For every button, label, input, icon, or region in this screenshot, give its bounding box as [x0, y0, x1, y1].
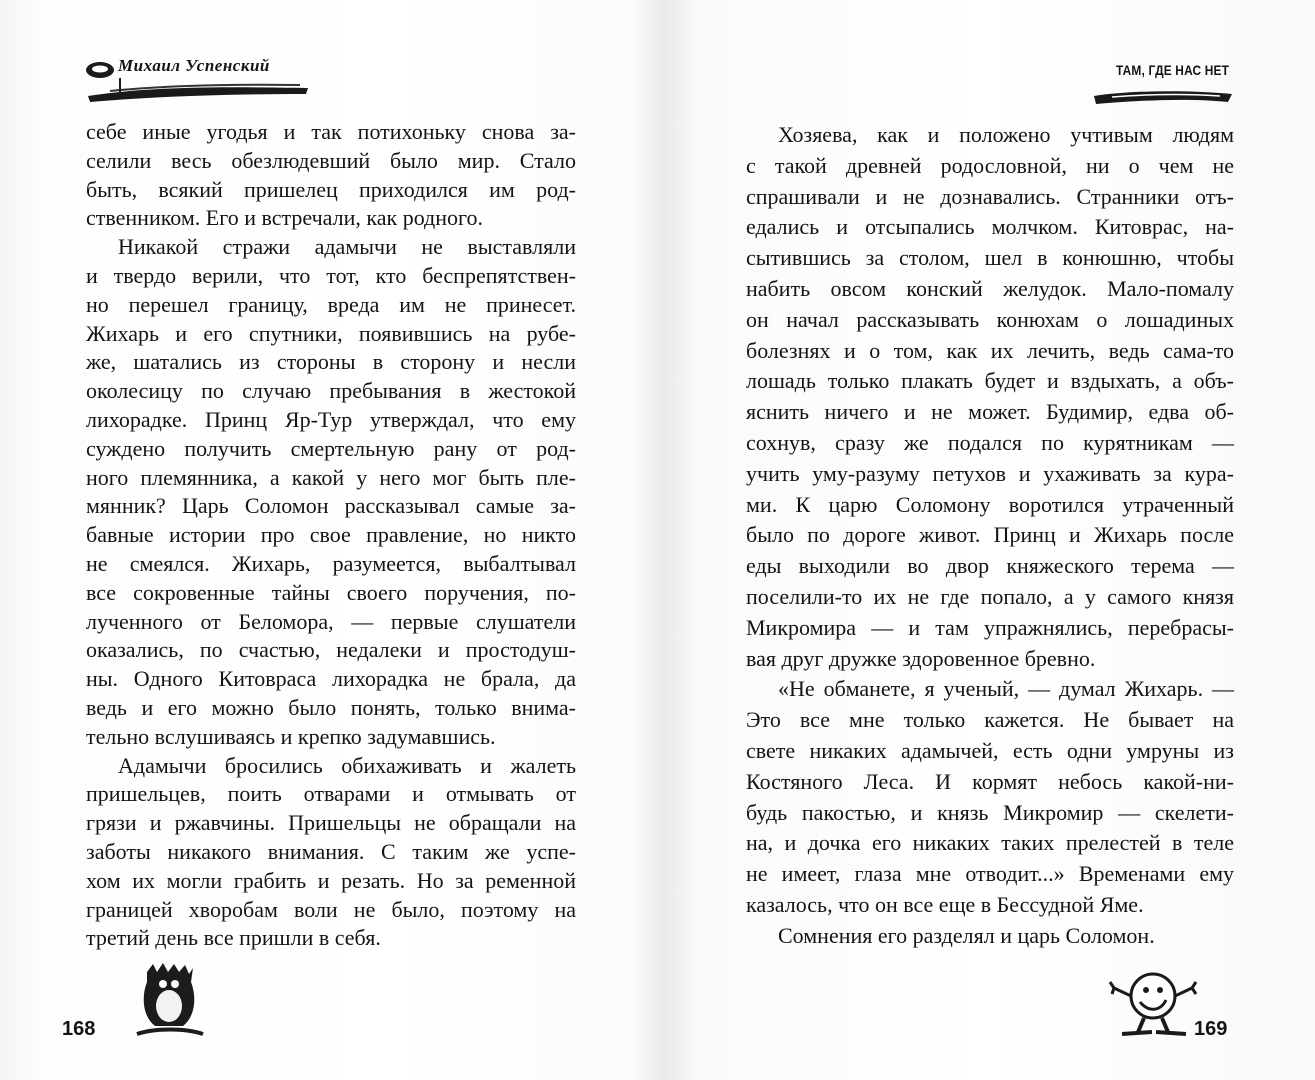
text-line: сохнув, сразу же подался по курятникам —: [746, 429, 1234, 455]
header-ornament-icon: [1092, 88, 1234, 110]
text-line: хом их могли грабить и резать. Но за ременной: [86, 867, 576, 893]
text-line: быть, всякий пришелец приходился им род-: [86, 176, 576, 202]
text-line: казалось, что он все еще в Бессудной Яме.: [746, 891, 1144, 917]
text-line: не имеет, глаза мне отводит...» Временами ему: [746, 861, 1234, 887]
text-line: лихорадке. Принц Яр-Тур утверждал, что ему: [86, 406, 576, 432]
text-line: Это все мне только кажется. Не бывает на: [746, 707, 1234, 733]
text-line: селили весь обезлюдевший было мир. Стало: [86, 147, 576, 173]
text-line: все сокровенные тайны своего поручения, по-: [86, 579, 576, 605]
text-line: было по дороге живот. Принц и Жихарь после: [746, 522, 1234, 548]
text-line: мянник? Царь Соломон рассказывал самые за-: [86, 493, 576, 519]
page-number: 169: [1194, 1018, 1228, 1040]
text-line: с такой древней родословной, ни о чем не: [746, 152, 1234, 178]
owl-illustration-icon: [135, 962, 205, 1040]
text-line: тельно вслушиваясь и крепко задумавшись.: [86, 723, 496, 749]
text-line: Никакой стражи адамычи не выставляли: [118, 234, 576, 260]
text-line: околесицу по случаю пребывания в жестокой: [86, 378, 576, 404]
smiling-creature-illustration-icon: [1108, 966, 1198, 1040]
text-line: свете никаких адамычей, есть одни умруны из: [746, 737, 1234, 763]
text-line: бавные истории про свое правление, но никто: [86, 522, 576, 548]
text-line: болезнях и о том, как их лечить, ведь сама-то: [746, 337, 1234, 363]
right-page: [660, 0, 1315, 1080]
text-line: заботы никакого внимания. С таким же успе-: [86, 838, 576, 864]
text-line: на, и дочка его никаких таких прелестей в теле: [746, 830, 1234, 856]
text-line: границей хворобам воли не было, поэтому на: [86, 896, 576, 922]
text-line: ны. Одного Китовраса лихорадка не брала, да: [86, 666, 576, 692]
text-line: Жихарь и его спутники, появившись на рубе-: [86, 320, 576, 346]
running-head-title: ТАМ, ГДЕ НАС НЕТ: [1115, 62, 1229, 78]
text-line: и твердо верили, что тот, кто беспрепятствен-: [86, 262, 576, 288]
paragraph: [86, 118, 576, 233]
text-line: сытившись за столом, шел в конюшню, чтобы: [746, 245, 1234, 271]
text-line: Костяного Леса. И кормят небось какой-ни-: [746, 768, 1234, 794]
page-number: 168: [62, 1018, 96, 1040]
text-line: грязи и ржавчины. Пришельцы не обращали на: [86, 810, 576, 836]
text-line: учить уму-разуму петухов и ухаживать за кура-: [746, 460, 1234, 486]
paragraph: [746, 674, 1234, 920]
text-line: спрашивали и не дознавались. Странники отъ-: [746, 183, 1234, 209]
text-line: пришельцев, поить отварами и отмывать от: [86, 781, 576, 807]
body-text: [746, 120, 1234, 952]
text-line: себе иные угодья и так потихоньку снова за-: [86, 119, 576, 144]
text-line: не смеялся. Жихарь, разумеется, выбалтывал: [86, 550, 576, 576]
left-page: [0, 0, 650, 1080]
paragraph: [86, 233, 576, 751]
text-line: он начал рассказывать конюхам о лошадиных: [746, 306, 1234, 332]
text-line: Микромира — и там упражнялись, перебрасы-: [746, 614, 1234, 640]
paragraph: [746, 921, 1234, 952]
text-line: третий день все пришли в себя.: [86, 925, 381, 951]
text-line: Адамычи бросились обихаживать и жалеть: [118, 752, 576, 778]
text-line: еды выходили во двор княжеского терема —: [746, 553, 1234, 579]
text-line: ного племянника, а какой у него мог быть пле-: [86, 464, 576, 490]
text-line: будь пакостью, и князь Микромир — скелети-: [746, 799, 1234, 825]
body-text: [86, 118, 576, 953]
text-line: оказались, по счастью, недалеки и простодуш-: [86, 637, 576, 663]
text-line: едались и отсыпались молчком. Китоврас, на-: [746, 214, 1234, 240]
text-line: но перешел границу, вреда им не принесет.: [86, 291, 576, 317]
text-line: лошадь только плакать будет и вздыхать, а объ-: [746, 368, 1234, 394]
paragraph: [746, 120, 1234, 674]
text-line: яснить ничего и не может. Будимир, едва об-: [746, 399, 1234, 425]
text-line: же, шатались из стороны в сторону и несли: [86, 349, 576, 375]
text-line: поселили-то их не где попало, а у самого князя: [746, 583, 1234, 609]
text-line: суждено получить смертельную рану от род-: [86, 435, 576, 461]
text-line: ми. К царю Соломону воротился утраченный: [746, 491, 1234, 517]
text-line: ведь и его можно было понять, только внима-: [86, 694, 576, 720]
text-line: набить овсом конский желудок. Мало-помалу: [746, 275, 1234, 301]
text-line: «Не обманете, я ученый, — думал Жихарь. —: [778, 676, 1234, 702]
text-line: лученного от Беломора, — первые слушатели: [86, 608, 576, 634]
text-line: Хозяева, как и положено учтивым людям: [778, 122, 1234, 147]
text-line: ственником. Его и встречали, как родного.: [86, 205, 483, 231]
paragraph: [86, 752, 576, 954]
text-line: Сомнения его разделял и царь Соломон.: [778, 922, 1155, 948]
text-line: вая друг дружке здоровенное бревно.: [746, 645, 1096, 671]
running-head-author: Михаил Успенский: [118, 56, 270, 75]
